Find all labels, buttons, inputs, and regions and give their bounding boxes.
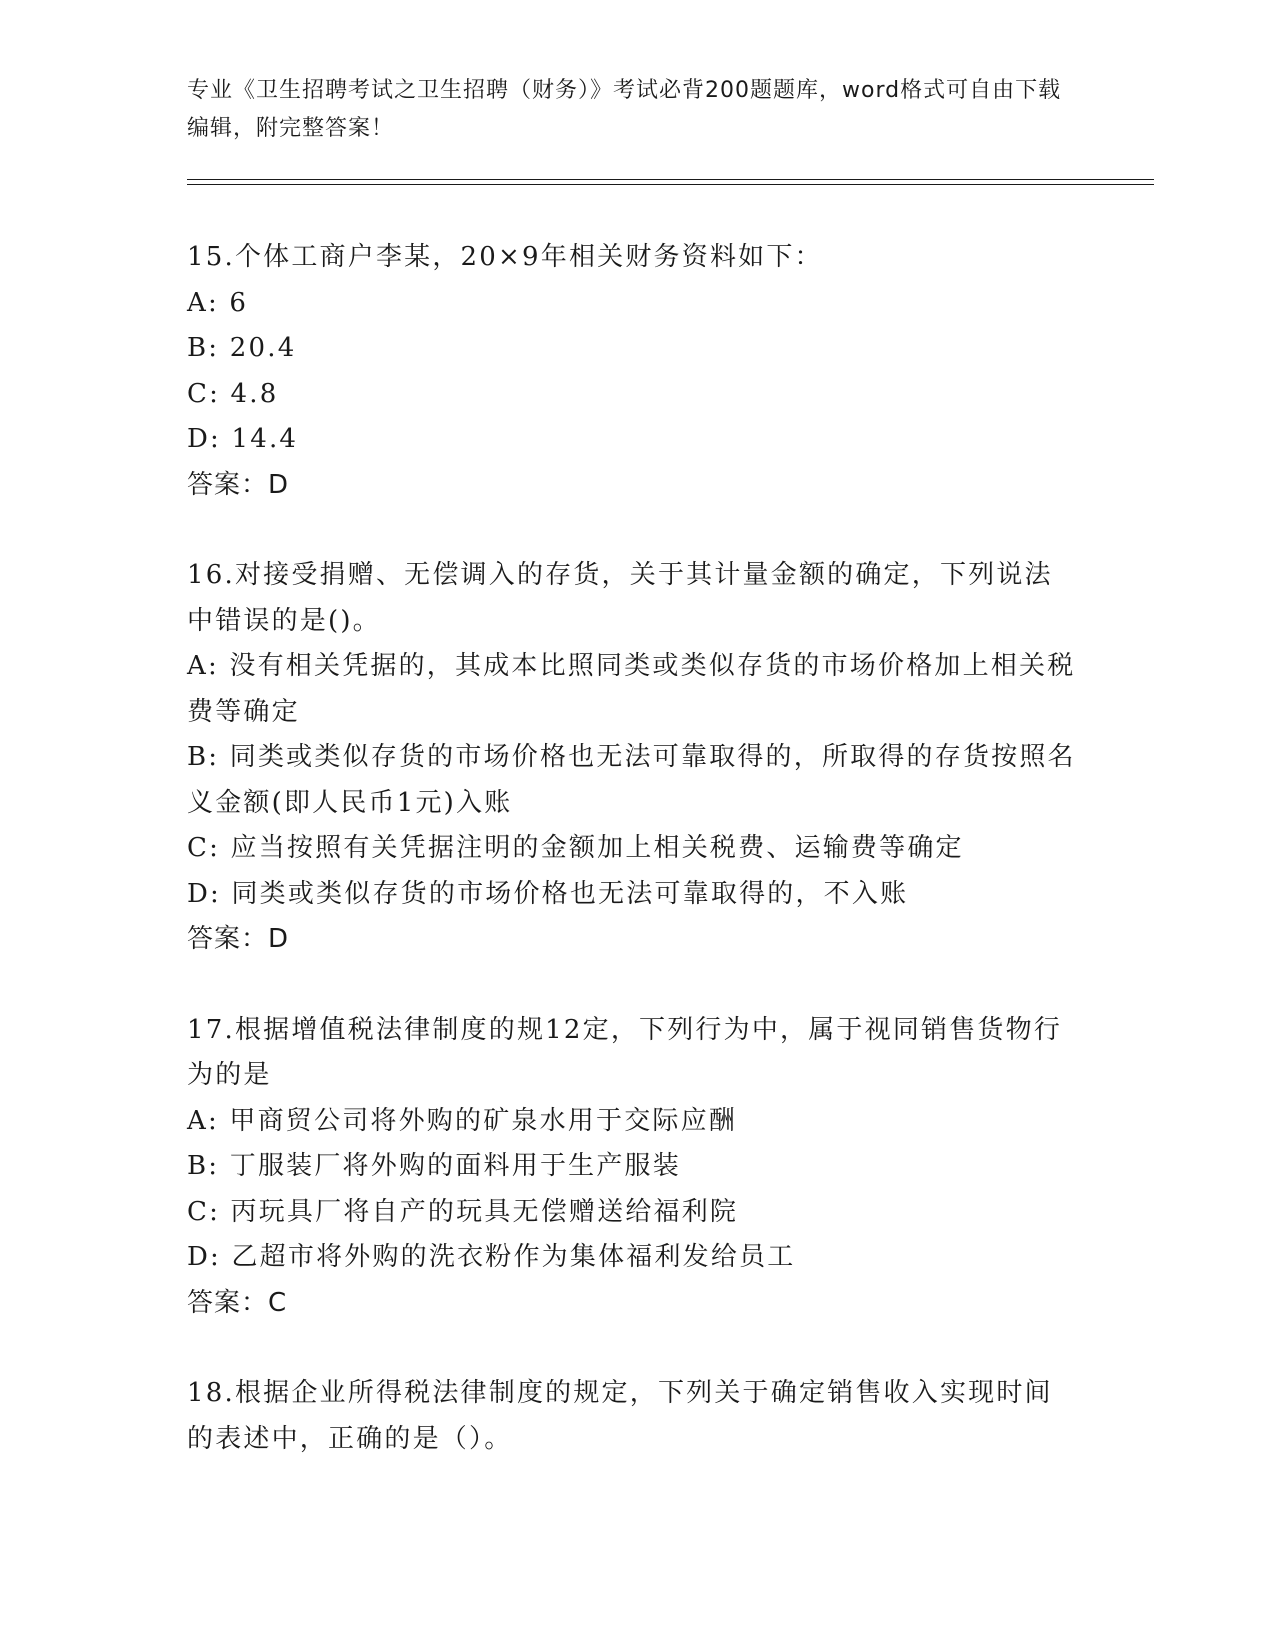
option-a [187, 644, 1077, 735]
option-b [187, 326, 1077, 372]
question-17 [187, 1008, 1077, 1327]
option-letter: A: [187, 287, 219, 318]
option-letter: A: [187, 1105, 219, 1136]
question-list [187, 235, 1077, 1507]
option-text: 甲商贸公司将外购的矿泉水用于交际应酬 [229, 1105, 738, 1136]
question-stem: 16.对接受捐赠、无偿调入的存货，关于其计量金额的确定，下列说法中错误的是()。 [187, 560, 1053, 636]
option-b [187, 735, 1077, 826]
option-b [187, 1144, 1077, 1190]
option-letter: D: [187, 878, 222, 909]
question-stem: 18.根据企业所得税法律制度的规定，下列关于确定销售收入实现时间的表述中，正确的是（）。 [187, 1378, 1053, 1454]
option-text: 同类或类似存货的市场价格也无法可靠取得的，所取得的存货按照名义金额(即人民币1元)入账 [187, 742, 1076, 818]
question-18 [187, 1371, 1077, 1462]
option-letter: B: [187, 1151, 220, 1181]
question-stem: 17.根据增值税法律制度的规12定，下列行为中，属于视同销售货物行为的是 [187, 1014, 1063, 1090]
option-letter: B: [187, 742, 220, 772]
document-header: 专业《卫生招聘考试之卫生招聘（财务）》考试必背200题题库，word格式可自由下载编辑，附完整答案！ [187, 78, 1062, 141]
option-letter: C: [187, 378, 221, 409]
header-divider-top [187, 179, 1154, 180]
option-c [187, 1190, 1077, 1236]
header-divider-bottom [187, 184, 1154, 185]
option-text: 丁服装厂将外购的面料用于生产服装 [229, 1151, 681, 1181]
option-text: 应当按照有关凭据注明的金额加上相关税费、运输费等确定 [230, 833, 964, 863]
option-d [187, 1235, 1077, 1281]
option-text: 4.8 [230, 378, 279, 409]
option-text: 乙超市将外购的洗衣粉作为集体福利发给员工 [231, 1242, 796, 1272]
option-c [187, 826, 1077, 872]
option-d [187, 417, 1077, 463]
option-text: 没有相关凭据的，其成本比照同类或类似存货的市场价格加上相关税费等确定 [187, 651, 1076, 727]
option-text: 20.4 [229, 333, 297, 363]
question-stem: 15.个体工商户李某，20×9年相关财务资料如下： [187, 242, 823, 272]
option-letter: C: [187, 1196, 221, 1227]
option-text: 同类或类似存货的市场价格也无法可靠取得的，不入账 [231, 878, 909, 909]
option-a [187, 1099, 1077, 1145]
option-a [187, 281, 1077, 327]
option-letter: B: [187, 333, 220, 363]
option-c [187, 372, 1077, 418]
option-letter: D: [187, 1242, 222, 1272]
option-d [187, 872, 1077, 918]
option-letter: A: [187, 651, 219, 681]
option-text: 6 [229, 287, 249, 318]
question-16 [187, 553, 1077, 963]
option-letter: D: [187, 424, 222, 454]
answer-line: 答案：C [187, 1287, 288, 1318]
question-15 [187, 235, 1077, 508]
answer-line: 答案：D [187, 924, 290, 954]
option-text: 14.4 [231, 424, 299, 454]
answer-line: 答案：D [187, 469, 290, 500]
option-text: 丙玩具厂将自产的玩具无偿赠送给福利院 [230, 1196, 739, 1227]
option-letter: C: [187, 833, 221, 863]
